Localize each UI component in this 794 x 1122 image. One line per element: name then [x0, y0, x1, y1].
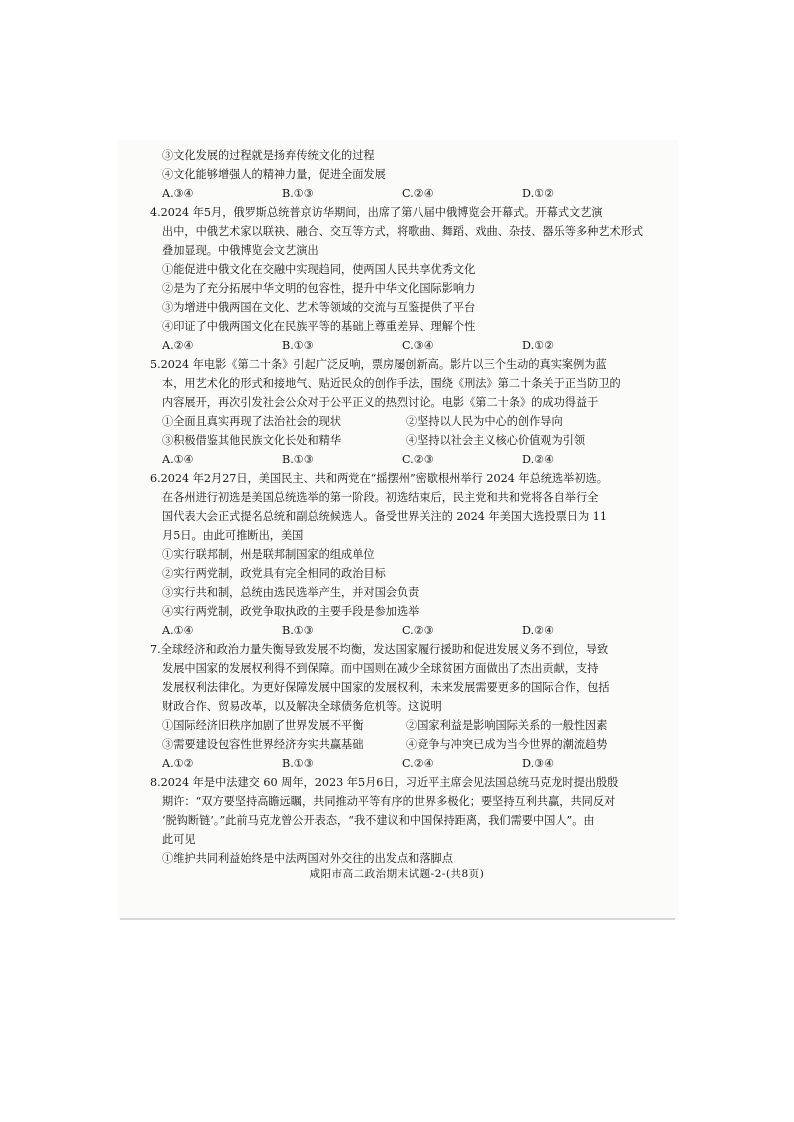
q6-stem-line-4: 月5日。由此可推断出，美国 — [162, 529, 304, 542]
q3-choice-d: D.①② — [522, 187, 555, 200]
q3-choice-b: B.①③ — [282, 187, 314, 200]
q7-stem-line-4: 财政合作、贸易改革，以及解决全球债务危机等。这说明 — [162, 700, 442, 713]
q5-option-row-2 — [150, 431, 650, 450]
q4-choices — [150, 336, 650, 355]
q4-option-3: ③为增进中俄两国在文化、艺术等领域的交流与互鉴提供了平台 — [162, 301, 476, 314]
q7-choice-b: B.①③ — [282, 757, 314, 770]
q7-option-3: ③需要建设包容性世界经济夯实共赢基础 — [162, 738, 364, 751]
q6-choices — [150, 621, 650, 640]
q6-choice-c: C.②③ — [402, 624, 434, 637]
q7-choice-d: D.③④ — [522, 757, 555, 770]
exam-content — [150, 146, 650, 868]
q6-choice-d: D.②④ — [522, 624, 555, 637]
q6-option-2: ②实行两党制，政党具有完全相同的政治目标 — [162, 567, 386, 580]
q7-choice-a: A.①② — [162, 757, 194, 770]
q8-option-1: ①维护共同利益始终是中法两国对外交往的出发点和落脚点 — [162, 852, 453, 865]
q7-stem-line-2: 发展中国家的发展权利得不到保障。而中国则在减少全球贫困方面做出了杰出贡献，支持 — [162, 662, 599, 675]
q6-option-3: ③实行共和制，总统由选民选举产生，并对国会负责 — [162, 586, 420, 599]
q6-option-4: ④实行两党制，政党争取执政的主要手段是参加选举 — [162, 605, 420, 618]
q7-option-row-2 — [150, 735, 650, 754]
q4-choice-b: B.①③ — [282, 339, 314, 352]
q5-choice-a: A.①④ — [162, 453, 194, 466]
q6-choice-a: A.①④ — [162, 624, 194, 637]
q5-option-2: ②坚持以人民为中心的创作导向 — [406, 415, 563, 428]
q5-stem-line-2: 本，用艺术化的形式和接地气、贴近民众的创作手法，围绕《刑法》第二十条关于正当防卫的 — [162, 377, 621, 390]
q4-choice-d: D.①② — [522, 339, 555, 352]
q3-choices — [150, 184, 650, 203]
q7-choices — [150, 754, 650, 773]
q5-option-row-1 — [150, 412, 650, 431]
q4-stem-line-1: 4.2024 年5月，俄罗斯总统普京访华期间，出席了第八届中俄博览会开幕式。开幕式文艺演 — [150, 206, 603, 219]
q6-stem-line-2: 在各州进行初选是美国总统选举的第一阶段。初选结束后，民主党和共和党将各自举行全 — [162, 491, 599, 504]
q4-option-2: ②是为了充分拓展中华文明的包容性，提升中华文化国际影响力 — [162, 282, 476, 295]
q8-stem-line-1: 8.2024 年是中法建交 60 周年，2023 年5月6日，习近平主席会见法国总统马克龙时提出殷殷 — [150, 776, 619, 789]
q5-stem-line-1: 5.2024 年电影《第二十条》引起广泛反响，票房屡创新高。影片以三个生动的真实案例为蓝 — [150, 358, 607, 371]
q4-stem-line-2: 出中，中俄艺术家以联袂、融合、交互等方式，将歌曲、舞蹈、戏曲、杂技、器乐等多种艺术形式 — [162, 225, 644, 238]
q7-option-1: ①国际经济旧秩序加剧了世界发展不平衡 — [162, 719, 364, 732]
q8-stem-line-3: ‘脱钩断链’。”此前马克龙曾公开表态，“我不建议和中国保持距离，我们需要中国人”。由 — [162, 814, 595, 827]
q5-choice-b: B.①③ — [282, 453, 314, 466]
q4-choice-c: C.③④ — [402, 339, 434, 352]
q3-choice-a: A.③④ — [162, 187, 194, 200]
q5-option-3: ③积极借鉴其他民族文化长处和精华 — [162, 434, 342, 447]
q5-choices — [150, 450, 650, 469]
q5-choice-c: C.②③ — [402, 453, 434, 466]
page-footer: 咸阳市高二政治期末试题-2-(共8页) — [309, 868, 485, 880]
q6-stem-line-1: 6.2024 年2月27日，美国民主、共和两党在“摇摆州”密歇根州举行 2024 年总统选举初选。 — [150, 472, 608, 485]
q3-option-4: ④文化能够增强人的精神力量，促进全面发展 — [162, 168, 386, 181]
q5-stem-line-3: 内容展开，再次引发社会公众对于公平正义的热烈讨论。电影《第二十条》的成功得益于 — [162, 396, 599, 409]
q4-choice-a: A.②④ — [162, 339, 194, 352]
q7-choice-c: C.②④ — [402, 757, 434, 770]
q7-option-row-1 — [150, 716, 650, 735]
q3-choice-c: C.②④ — [402, 187, 434, 200]
q5-option-4: ④坚持以社会主义核心价值观为引领 — [406, 434, 586, 447]
q8-stem-line-4: 此可见 — [162, 833, 196, 846]
q8-stem-line-2: 期许：“双方要坚持高瞻远瞩，共同推动平等有序的世界多极化；要坚持互利共赢，共同反对 — [162, 795, 616, 808]
q7-option-4: ④竞争与冲突已成为当今世界的潮流趋势 — [406, 738, 608, 751]
q7-stem-line-3: 发展权利法律化。为更好保障发展中国家的发展权利，未来发展需要更多的国际合作，包括 — [162, 681, 610, 694]
q4-stem-line-3: 叠加显现。中俄博览会文艺演出 — [162, 244, 319, 257]
q6-stem-line-3: 国代表大会正式提名总统和副总统候选人。备受世界关注的 2024 年美国大选投票日为 11 — [162, 510, 607, 523]
q7-stem-line-1: 7.全球经济和政治力量失衡导致发展不均衡，发达国家履行援助和促进发展义务不到位，导致 — [150, 643, 609, 656]
q4-option-4: ④印证了中俄两国文化在民族平等的基础上尊重差异、理解个性 — [162, 320, 476, 333]
q3-option-3: ③文化发展的过程就是扬弃传统文化的过程 — [162, 149, 375, 162]
q6-choice-b: B.①③ — [282, 624, 314, 637]
sheet-bottom-edge — [120, 918, 675, 920]
q4-option-1: ①能促进中俄文化在交融中实现趋同，使两国人民共享优秀文化 — [162, 263, 476, 276]
q7-option-2: ②国家利益是影响国际关系的一般性因素 — [406, 719, 608, 732]
q5-choice-d: D.②④ — [522, 453, 555, 466]
q6-option-1: ①实行联邦制，州是联邦制国家的组成单位 — [162, 548, 375, 561]
q5-option-1: ①全面且真实再现了法治社会的现状 — [162, 415, 342, 428]
